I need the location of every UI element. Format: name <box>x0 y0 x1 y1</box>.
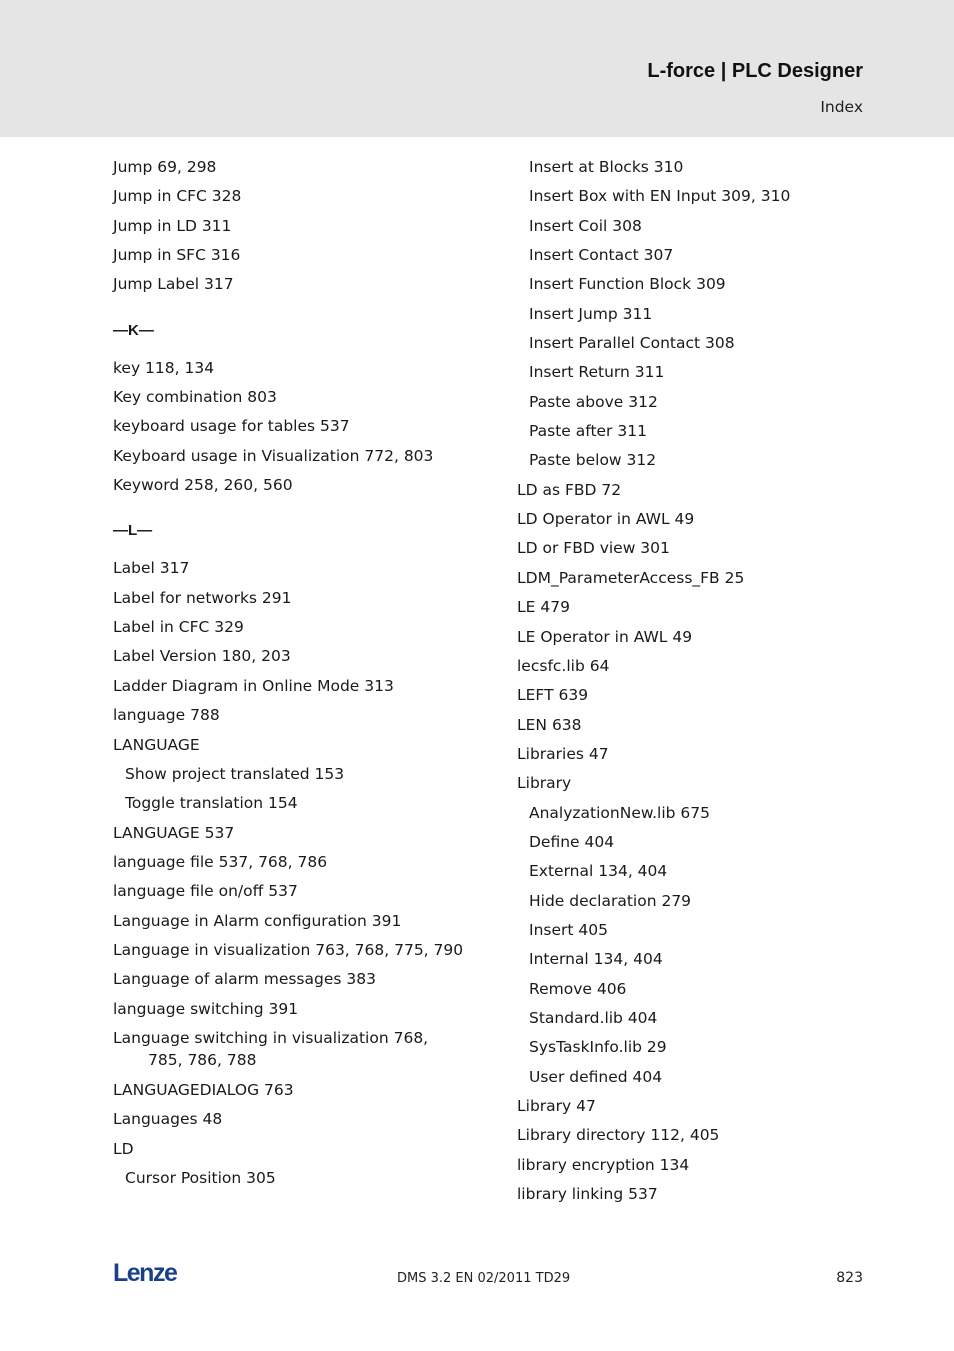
index-entry-continuation: 785, 786, 788 <box>148 1051 257 1070</box>
index-letter-heading: —K— <box>113 321 154 339</box>
index-subentry: Insert Return 311 <box>529 363 665 382</box>
index-subentry: Cursor Position 305 <box>125 1168 276 1187</box>
index-subentry: Insert 405 <box>529 920 608 939</box>
index-entry: LE Operator in AWL 49 <box>517 627 693 646</box>
index-entry: Language in visualization 763, 768, 775, 790 <box>113 940 464 959</box>
index-subentry: Insert Parallel Contact 308 <box>529 334 735 353</box>
index-subentry: SysTaskInfo.lib 29 <box>529 1038 667 1057</box>
index-entry: language switching 391 <box>113 999 299 1018</box>
index-subentry: Paste below 312 <box>529 451 657 470</box>
index-entry: Keyboard usage in Visualization 772, 803 <box>113 446 434 465</box>
index-entry: Jump in LD 311 <box>113 216 232 235</box>
index-subentry: External 134, 404 <box>529 862 668 881</box>
document-title: L-force | PLC Designer <box>647 60 863 82</box>
index-entry <box>113 1024 483 1076</box>
index-entry: Library directory 112, 405 <box>517 1126 720 1145</box>
index-entry: Jump Label 317 <box>113 275 234 294</box>
index-entry: Jump in CFC 328 <box>113 187 242 206</box>
index-subentry: Paste above 312 <box>529 392 658 411</box>
index-entry: Label in CFC 329 <box>113 618 244 637</box>
index-entry: LE 479 <box>517 598 570 617</box>
index-entry: Label 317 <box>113 559 190 578</box>
index-subentry: Toggle translation 154 <box>125 794 298 813</box>
lenze-logo <box>113 1260 193 1290</box>
index-entry-text: Language switching in visualization 768, <box>113 1028 429 1047</box>
index-subentry: Insert Jump 311 <box>529 304 653 323</box>
lenze-logo-text: Lenze <box>113 1260 177 1286</box>
index-subentry: Standard.lib 404 <box>529 1008 658 1027</box>
index-entry: LANGUAGEDIALOG 763 <box>113 1080 294 1099</box>
index-entry: Language in Alarm configuration 391 <box>113 911 402 930</box>
index-column-left <box>113 153 483 1193</box>
index-entry: Jump in SFC 316 <box>113 246 241 265</box>
index-subentry: Remove 406 <box>529 979 627 998</box>
index-subentry: Insert Contact 307 <box>529 246 674 265</box>
index-entry: Label for networks 291 <box>113 588 292 607</box>
index-entry: Keyword 258, 260, 560 <box>113 476 293 495</box>
index-subentry: Insert Function Block 309 <box>529 275 726 294</box>
index-subentry: Insert Box with EN Input 309, 310 <box>529 187 791 206</box>
index-entry: LEFT 639 <box>517 686 589 705</box>
index-subentry: Define 404 <box>529 832 615 851</box>
index-column-right <box>517 153 877 1209</box>
index-entry: lecsfc.lib 64 <box>517 656 610 675</box>
index-entry: LANGUAGE 537 <box>113 823 235 842</box>
index-subentry: AnalyzationNew.lib 675 <box>529 803 711 822</box>
index-entry: Libraries 47 <box>517 744 609 763</box>
index-entry: Jump 69, 298 <box>113 158 217 176</box>
index-entry: LD <box>113 1139 134 1158</box>
document-id: DMS 3.2 EN 02/2011 TD29 <box>397 1271 571 1286</box>
index-entry: Language of alarm messages 383 <box>113 970 376 989</box>
section-label: Index <box>820 98 863 116</box>
index-entry: LD Operator in AWL 49 <box>517 510 695 529</box>
index-entry: LEN 638 <box>517 715 582 734</box>
index-entry: LANGUAGE <box>113 735 200 754</box>
index-subentry: User defined 404 <box>529 1067 663 1086</box>
index-entry: LD as FBD 72 <box>517 480 622 499</box>
index-letter-heading: —L— <box>113 522 153 540</box>
index-entry: Languages 48 <box>113 1110 223 1129</box>
index-subentry: Paste after 311 <box>529 422 647 441</box>
index-entry: LD or FBD view 301 <box>517 539 670 558</box>
index-subentry: Internal 134, 404 <box>529 950 663 969</box>
index-subentry: Insert Coil 308 <box>529 216 642 235</box>
index-entry: library linking 537 <box>517 1185 658 1204</box>
index-entry: Label Version 180, 203 <box>113 647 291 666</box>
index-entry: Key combination 803 <box>113 388 277 407</box>
lenze-logo-mark <box>113 1260 193 1286</box>
index-entry: Ladder Diagram in Online Mode 313 <box>113 676 394 695</box>
index-entry: key 118, 134 <box>113 358 215 377</box>
index-entry: language file 537, 768, 786 <box>113 852 328 871</box>
index-subentry: Hide declaration 279 <box>529 891 692 910</box>
index-entry: keyboard usage for tables 537 <box>113 417 350 436</box>
index-entry: LDM_ParameterAccess_FB 25 <box>517 568 745 587</box>
index-entry: language file on/off 537 <box>113 882 298 901</box>
page-number: 823 <box>836 1270 863 1286</box>
index-subentry: Insert at Blocks 310 <box>529 158 684 176</box>
index-entry: Library <box>517 774 572 793</box>
index-entry: Library 47 <box>517 1097 596 1115</box>
index-entry: library encryption 134 <box>517 1155 690 1174</box>
index-subentry: Show project translated 153 <box>125 764 345 783</box>
index-entry: language 788 <box>113 706 220 725</box>
